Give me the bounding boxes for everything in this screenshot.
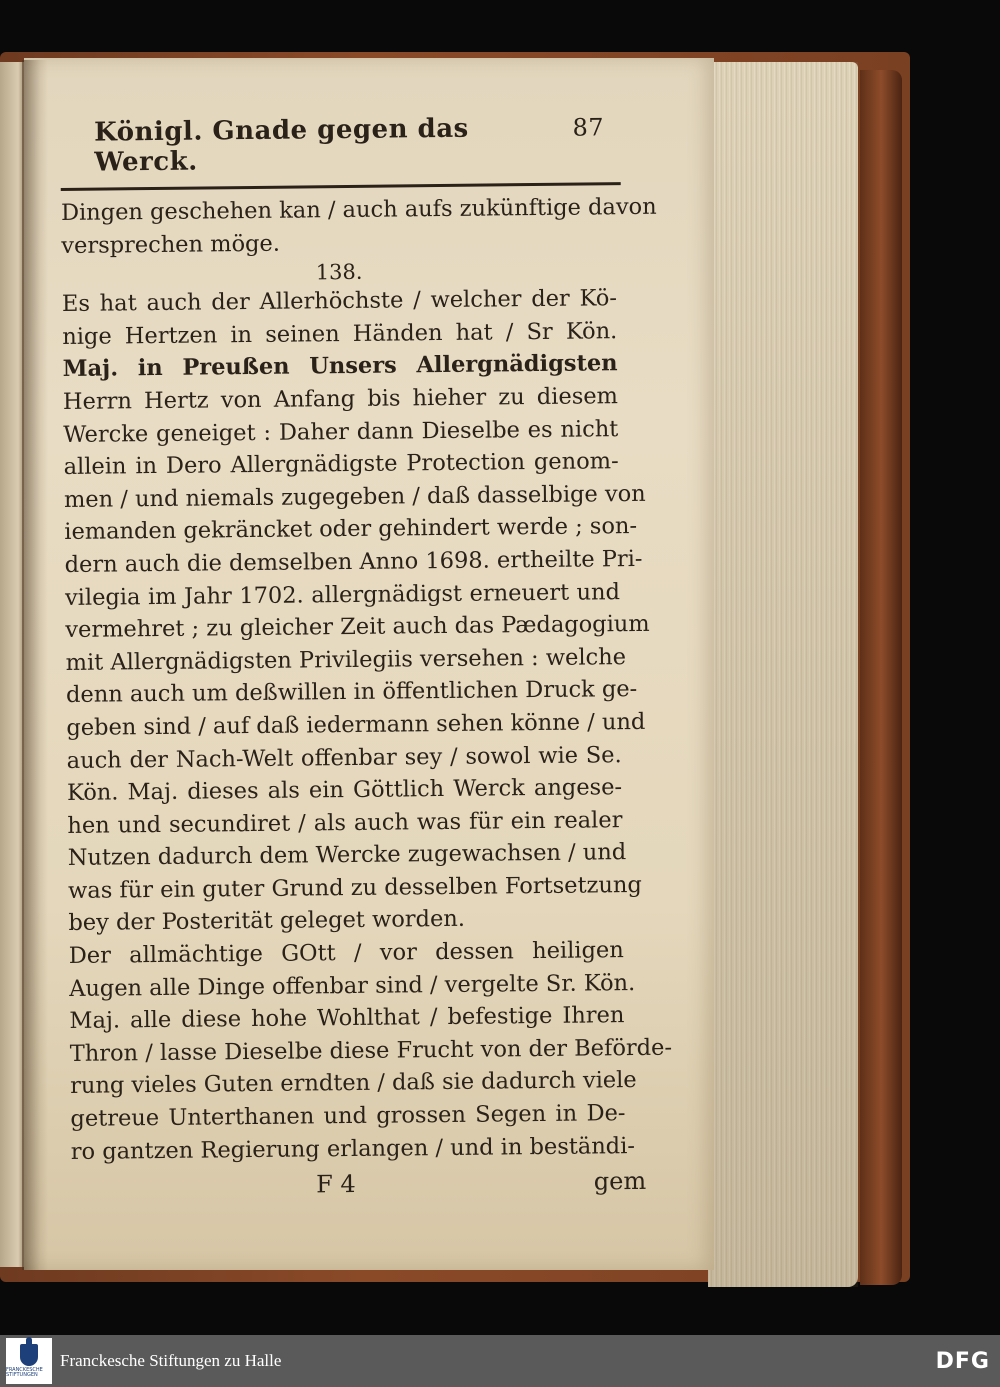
head-rule [61, 182, 621, 191]
text-line: Thron / lasse Dieselbe diese Frucht von der Beförde- [69, 1034, 673, 1067]
text-line: rung vieles Guten erndten / daß sie dadurch viele [70, 1067, 637, 1100]
text-line: hen und secundiret / als auch was für ein realer [67, 806, 623, 839]
crest-icon [20, 1344, 38, 1366]
institution-logo[interactable] [6, 1338, 52, 1384]
text-line: auch der Nach-Welt offenbar sey / sowol wie Se. [66, 741, 622, 774]
text-line: vilegia im Jahr 1702. allergnädigst erneuert und [64, 578, 621, 611]
page-block-edges [708, 62, 858, 1287]
dfg-logo[interactable]: DFG [935, 1348, 990, 1374]
running-head [94, 112, 605, 177]
text-line: Maj. in Preußen Unsers Allergnädigsten [62, 350, 618, 383]
text-line: denn auch um deßwillen in öffentlichen Druck ge- [65, 676, 638, 709]
text-line: Es hat auch der Allerhöchste / welcher der Kö- [61, 285, 618, 318]
text-line: Herrn Hertz von Anfang bis hieher zu diesem [62, 383, 619, 415]
text-line: allein in Dero Allergnädigste Protection genom- [63, 448, 619, 481]
cover-edge [860, 70, 902, 1285]
text-line: Dingen geschehen kan / auch aufs zukünftige davon [60, 193, 657, 226]
page-number: 87 [572, 113, 605, 142]
text-line: vermehret ; zu gleicher Zeit auch das Pædagogium [65, 610, 650, 644]
catchword: gem [593, 1167, 647, 1196]
text-line: men / und niemals zugegeben / daß dasselbige von [63, 480, 646, 513]
text-line: mit Allergnädigsten Privilegiis versehen : welche [65, 643, 627, 676]
logo-text: FRANCKESCHE STIFTUNGEN [6, 1367, 43, 1378]
text-line: bey der Posterität geleget worden. [68, 906, 466, 937]
page-gutter [22, 60, 48, 1270]
running-head-title: Königl. Gnade gegen das Werck. [93, 113, 469, 178]
institution-name[interactable]: Franckesche Stiftungen zu Halle [60, 1351, 282, 1370]
text-line: Der allmächtige GOtt / vor dessen heiligen [68, 937, 624, 970]
text-line: Augen alle Dinge offenbar sind / vergelte Sr. Kön. [68, 969, 636, 1002]
text-line: Wercke geneiget : Daher dann Dieselbe es nicht [63, 415, 619, 448]
text-line: ro gantzen Regierung erlangen / und in beständi- [70, 1132, 636, 1165]
text-line: iemanden gekräncket oder gehindert werde ; son- [64, 513, 638, 546]
section-number: 138. [315, 260, 363, 285]
signature-mark: F 4 [316, 1170, 356, 1199]
text-line: was für ein guter Grund zu desselben Fortsetzung [67, 871, 642, 904]
text-line: dern auch die demselben Anno 1698. ertheilte Pri- [64, 545, 643, 578]
page-foot [71, 1164, 646, 1204]
text-line: geben sind / auf daß iedermann sehen könne / und [66, 708, 646, 741]
text-line: Kön. Maj. dieses als ein Göttlich Werck angese- [66, 774, 623, 807]
page-text [60, 112, 673, 1204]
footer-bar [0, 1335, 1000, 1387]
text-line: Nutzen dadurch dem Wercke zugewachsen / und [67, 839, 627, 872]
text-line: getreue Unterthanen und grossen Segen in De- [70, 1100, 626, 1132]
text-line: Maj. alle diese hohe Wohlthat / befestige Ihren [69, 1002, 625, 1035]
text-line: nige Hertzen in seinen Händen hat / Sr Kön. [62, 317, 618, 350]
text-line: versprechen möge. [61, 230, 281, 259]
